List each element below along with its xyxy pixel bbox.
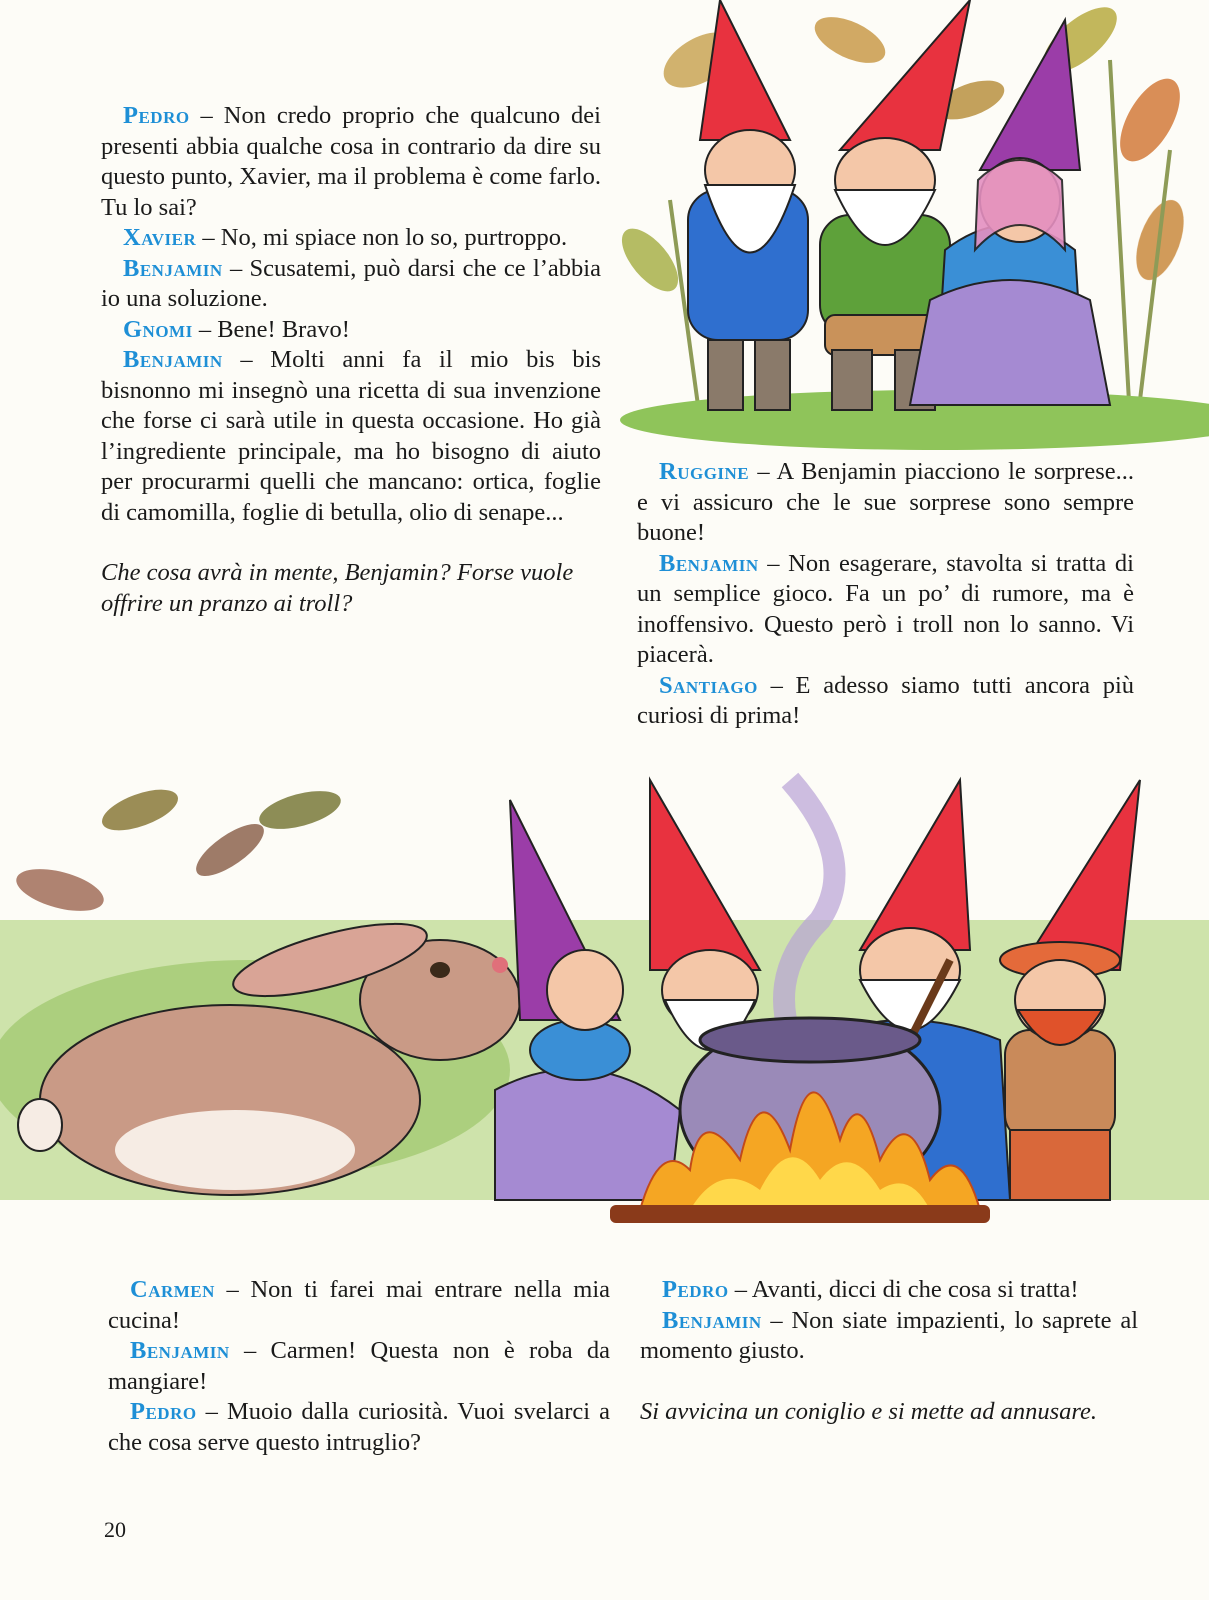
speaker-name: Benjamin bbox=[123, 346, 223, 373]
dialogue-line bbox=[101, 101, 601, 223]
cauldron-illustration bbox=[0, 740, 1209, 1250]
dialogue-block-top-right bbox=[637, 457, 1134, 732]
speaker-name: Benjamin bbox=[659, 549, 759, 577]
dialogue-text: – E adesso siamo tutti ancora più curiosi di prima! bbox=[637, 671, 1134, 729]
dialogue-text: – No, mi spiace non lo so, purtroppo. bbox=[196, 224, 568, 251]
dialogue-line bbox=[108, 1397, 610, 1458]
dialogue-text: – Non credo proprio che qualcuno dei presenti abbia qualche cosa in contrario da dire su questo punto, Xavier, ma il problema è come farlo. Tu lo sai? bbox=[101, 102, 601, 221]
gnomes-illustration bbox=[610, 0, 1209, 450]
speaker-name: Pedro bbox=[123, 102, 190, 129]
dialogue-text: – Non siate impazienti, lo saprete al momento giusto. bbox=[640, 1306, 1138, 1364]
dialogue-block-bottom-right bbox=[640, 1275, 1138, 1427]
dialogue-line bbox=[640, 1275, 1138, 1306]
dialogue-line bbox=[640, 1306, 1138, 1367]
speaker-name: Benjamin bbox=[123, 254, 223, 282]
speaker-name: Benjamin bbox=[130, 1337, 230, 1364]
dialogue-text: – Scusatemi, può darsi che ce l’abbia io una soluzione. bbox=[101, 254, 601, 312]
dialogue-line bbox=[108, 1336, 610, 1397]
speaker-name: Pedro bbox=[662, 1276, 729, 1303]
speaker-name: Ruggine bbox=[659, 458, 750, 485]
dialogue-text: – Carmen! Questa non è roba da mangiare! bbox=[108, 1337, 610, 1395]
narration: Si avvicina un coniglio e si mette ad annusare. bbox=[640, 1397, 1098, 1425]
page-number: 20 bbox=[104, 1517, 126, 1542]
dialogue-line bbox=[101, 345, 601, 528]
dialogue-text: – Non ti farei mai entrare nella mia cucina! bbox=[108, 1276, 610, 1334]
speaker-name: Carmen bbox=[130, 1276, 215, 1303]
speaker-name: Xavier bbox=[123, 224, 197, 251]
speaker-name: Santiago bbox=[659, 671, 758, 699]
dialogue-block-top-left bbox=[101, 101, 601, 619]
dialogue-text: – Molti anni fa il mio bis bis bisnonno mi insegnò una ricetta di sua invenzione che forse ci sarà utile in questa occasione. Ho già l’ingrediente principale, ma ho bisogno di aiuto per procurarmi quelli che mancano: ortica, foglie di camomilla, foglie di betulla, olio di senape... bbox=[101, 346, 601, 526]
speaker-name: Gnomi bbox=[123, 315, 193, 343]
dialogue-line bbox=[101, 254, 601, 315]
dialogue-text: – A Benjamin piacciono le sorprese... e vi assicuro che le sue sorprese sono sempre buone! bbox=[637, 458, 1134, 546]
dialogue-line bbox=[637, 549, 1134, 671]
narration: Che cosa avrà in mente, Benjamin? Forse vuole offrire un pranzo ai troll? bbox=[101, 559, 574, 617]
dialogue-line bbox=[101, 315, 601, 346]
dialogue-line bbox=[637, 457, 1134, 549]
dialogue-text: – Non esagerare, stavolta si tratta di un semplice gioco. Fa un po’ di rumore, ma è inoffensivo. Questo però i troll non lo sanno. Vi piacerà. bbox=[637, 549, 1134, 668]
dialogue-text: – Bene! Bravo! bbox=[192, 315, 350, 343]
dialogue-line bbox=[101, 223, 601, 254]
dialogue-block-bottom-left bbox=[108, 1275, 610, 1458]
dialogue-line bbox=[637, 671, 1134, 732]
dialogue-line bbox=[108, 1275, 610, 1336]
dialogue-text: – Muoio dalla curiosità. Vuoi svelarci a che cosa serve questo intruglio? bbox=[108, 1398, 610, 1456]
speaker-name: Benjamin bbox=[662, 1306, 762, 1334]
speaker-name: Pedro bbox=[130, 1398, 197, 1425]
dialogue-text: – Avanti, dicci di che cosa si tratta! bbox=[728, 1276, 1079, 1303]
leaves-background bbox=[12, 781, 345, 919]
